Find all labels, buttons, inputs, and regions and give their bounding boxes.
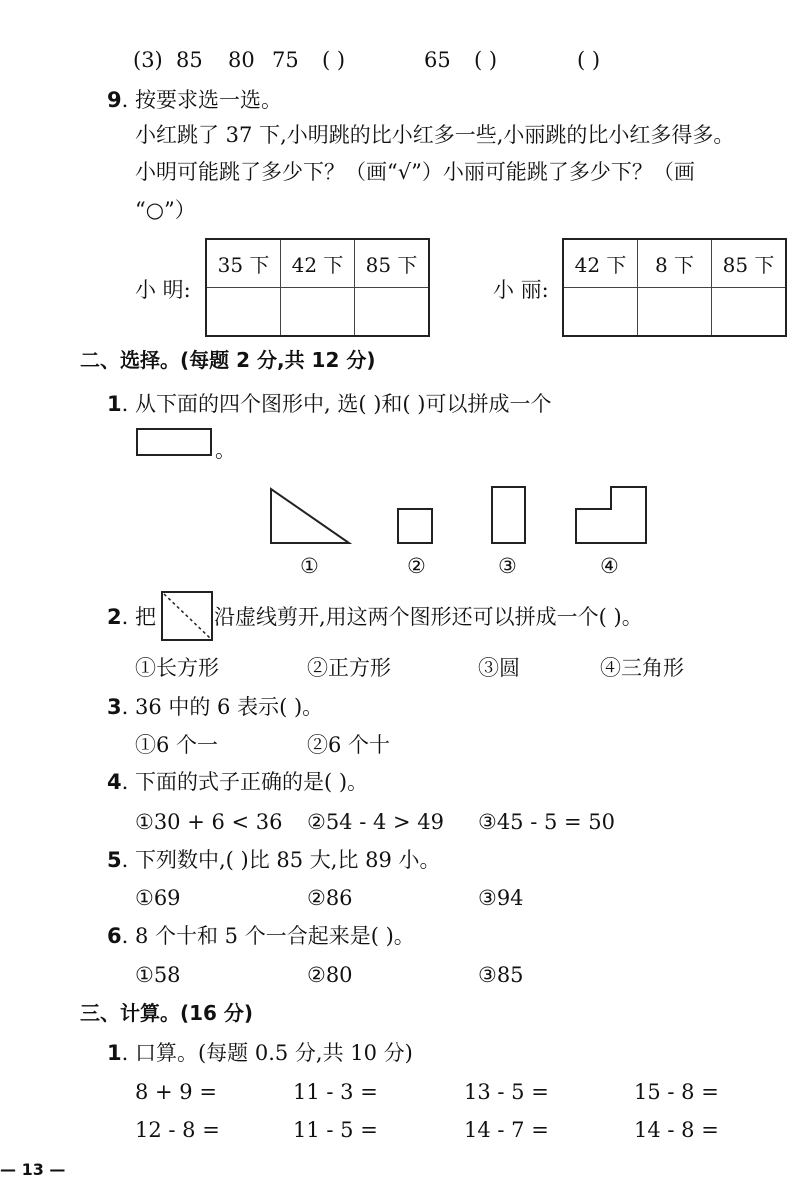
xiaoming-option: 42 下 bbox=[281, 239, 355, 288]
s2-q2-option: ③圆 bbox=[478, 656, 520, 680]
xiaoming-answer-cell[interactable] bbox=[281, 288, 355, 337]
oral-calc-item: 11 - 3 = bbox=[293, 1080, 378, 1104]
dashed-square-figure bbox=[160, 590, 214, 642]
oral-calc-item: 11 - 5 = bbox=[293, 1118, 378, 1142]
shape-options bbox=[265, 485, 665, 550]
shape-label: ③ bbox=[498, 554, 517, 578]
s2-q6-stem: . 8 个十和 5 个一合起来是( )。 bbox=[121, 924, 415, 948]
s2-q2-option: ④三角形 bbox=[600, 656, 684, 680]
s2-q4-number: 4 bbox=[107, 770, 122, 794]
s2-q5-text bbox=[107, 850, 441, 871]
oral-calc-item: 12 - 8 = bbox=[135, 1118, 220, 1142]
s2-q6-option: ①58 bbox=[135, 963, 181, 987]
sequence-blank[interactable]: ( ) bbox=[474, 48, 498, 72]
xiaoli-option: 85 下 bbox=[712, 239, 787, 288]
xiaoli-answer-cell[interactable] bbox=[712, 288, 787, 337]
s2-q3-stem: . 36 中的 6 表示( )。 bbox=[121, 695, 324, 719]
xiaoli-option: 8 下 bbox=[638, 239, 712, 288]
sequence-value: 80 bbox=[228, 48, 255, 72]
s3-q1-stem: . 口算。(每题 0.5 分,共 10 分) bbox=[121, 1041, 413, 1065]
shape-label: ④ bbox=[600, 554, 619, 578]
rectangle-target-shape bbox=[136, 428, 212, 456]
xiaoming-table bbox=[205, 238, 430, 337]
xiaoli-answer-cell[interactable] bbox=[563, 288, 638, 337]
q9-text-line3: “○”） bbox=[135, 198, 196, 222]
oral-calc-item: 13 - 5 = bbox=[464, 1080, 549, 1104]
q9-text-line1: 小红跳了 37 下,小明跳的比小红多一些,小丽跳的比小红多得多。 bbox=[135, 123, 735, 147]
xiaoli-answer-cell[interactable] bbox=[638, 288, 712, 337]
s2-q3-option: ①6 个一 bbox=[135, 733, 219, 757]
s2-q3-text bbox=[107, 697, 323, 718]
q9-text-line2: 小明可能跳了多少下？（画“√”）小丽可能跳了多少下？（画 bbox=[135, 160, 695, 184]
s2-q4-option: ②54 - 4 > 49 bbox=[307, 810, 445, 834]
s2-q1-number: 1 bbox=[107, 392, 122, 416]
s2-q1-stem: . 从下面的四个图形中, 选( )和( )可以拼成一个 bbox=[121, 392, 552, 416]
shape-1-triangle bbox=[271, 489, 349, 543]
s2-q2-post: 沿虚线剪开,用这两个图形还可以拼成一个( )。 bbox=[214, 605, 643, 629]
s2-q1-text bbox=[107, 394, 551, 415]
sequence-blank[interactable]: ( ) bbox=[577, 48, 601, 72]
xiaoming-label: 小 明: bbox=[135, 278, 191, 302]
page-number: — 13 — bbox=[0, 1160, 66, 1179]
shape-2-square bbox=[398, 509, 432, 543]
xiaoli-table bbox=[562, 238, 787, 337]
sequence-value: 85 bbox=[176, 48, 203, 72]
oral-calc-item: 8 + 9 = bbox=[135, 1080, 217, 1104]
sequence-value: 65 bbox=[424, 48, 451, 72]
s2-q6-option: ②80 bbox=[307, 963, 353, 987]
s2-q1-tail: 。 bbox=[215, 438, 236, 462]
sequence-label: (3) bbox=[133, 48, 163, 72]
s2-q3-option: ②6 个十 bbox=[307, 733, 391, 757]
s2-q5-option: ①69 bbox=[135, 886, 181, 910]
xiaoming-answer-cell[interactable] bbox=[355, 288, 430, 337]
xiaoli-option: 42 下 bbox=[563, 239, 638, 288]
s2-q2-option: ②正方形 bbox=[307, 656, 391, 680]
section-2-title: 二、选择。(每题 2 分,共 12 分) bbox=[80, 348, 376, 372]
s2-q2-pre-text: . 把 bbox=[121, 605, 156, 629]
s2-q2-pre bbox=[107, 607, 156, 628]
s2-q2-option: ①长方形 bbox=[135, 656, 219, 680]
shape-label: ② bbox=[407, 554, 426, 578]
oral-calc-item: 14 - 8 = bbox=[634, 1118, 719, 1142]
s2-q4-option: ①30 + 6 < 36 bbox=[135, 810, 283, 834]
s2-q3-number: 3 bbox=[107, 695, 122, 719]
s2-q5-number: 5 bbox=[107, 848, 122, 872]
q9-heading bbox=[107, 90, 282, 111]
section-3-title: 三、计算。(16 分) bbox=[80, 1001, 254, 1025]
shape-4-l-shape bbox=[576, 487, 646, 543]
s3-q1-text bbox=[107, 1043, 413, 1064]
s2-q6-text bbox=[107, 926, 415, 947]
q9-number: 9 bbox=[107, 88, 122, 112]
sequence-blank[interactable]: ( ) bbox=[322, 48, 346, 72]
s2-q4-stem: . 下面的式子正确的是( )。 bbox=[121, 770, 369, 794]
xiaoming-option: 35 下 bbox=[206, 239, 281, 288]
s2-q2-number: 2 bbox=[107, 605, 122, 629]
xiaoming-answer-cell[interactable] bbox=[206, 288, 281, 337]
oral-calc-item: 14 - 7 = bbox=[464, 1118, 549, 1142]
s2-q5-option: ②86 bbox=[307, 886, 353, 910]
sequence-value: 75 bbox=[272, 48, 299, 72]
s2-q4-option: ③45 - 5 = 50 bbox=[478, 810, 616, 834]
s2-q6-option: ③85 bbox=[478, 963, 524, 987]
xiaoli-label: 小 丽: bbox=[493, 278, 549, 302]
shape-3-tall-rectangle bbox=[492, 487, 525, 543]
shape-label: ① bbox=[300, 554, 319, 578]
oral-calc-item: 15 - 8 = bbox=[634, 1080, 719, 1104]
s2-q4-text bbox=[107, 772, 368, 793]
s2-q6-number: 6 bbox=[107, 924, 122, 948]
q9-title: . 按要求选一选。 bbox=[121, 88, 282, 112]
s2-q5-option: ③94 bbox=[478, 886, 524, 910]
xiaoming-option: 85 下 bbox=[355, 239, 430, 288]
s2-q5-stem: . 下列数中,( )比 85 大,比 89 小。 bbox=[121, 848, 441, 872]
s3-q1-number: 1 bbox=[107, 1041, 122, 1065]
